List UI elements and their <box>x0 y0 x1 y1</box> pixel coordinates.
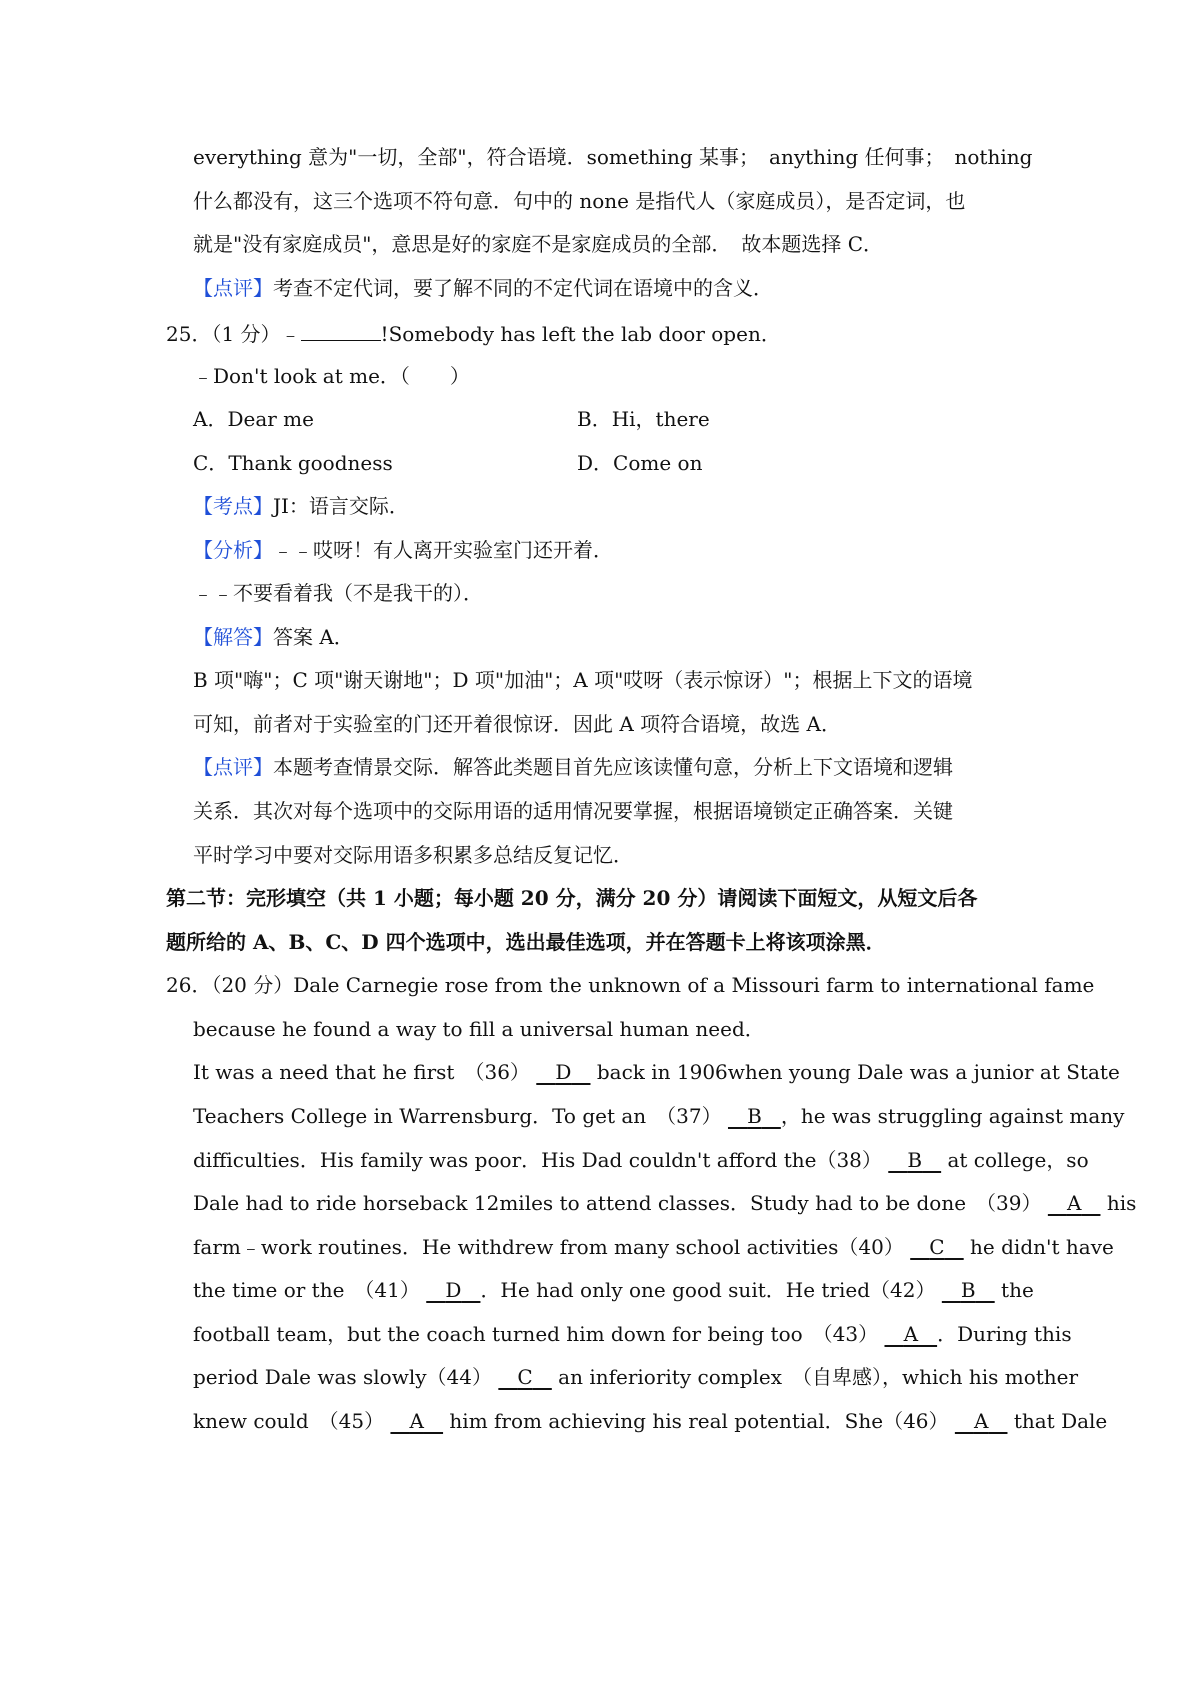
option-key: B． <box>577 407 612 431</box>
q25-option-a <box>193 405 314 433</box>
option-text: Thank goodness <box>228 451 393 475</box>
fenxi-tag: 【分析】 <box>193 538 273 562</box>
text: difficulties．His family was poor．His Dad couldn't afford the（38） <box>193 1148 882 1172</box>
q25-kaodian <box>193 492 409 520</box>
analysis-line-2: 什么都没有，这三个选项不符句意．句中的 none 是指代人（家庭成员），是否定词，也 <box>193 189 966 213</box>
q26-para-line-5 <box>193 1146 1089 1174</box>
fenxi-text: ﹣﹣哎呀！有人离开实验室门还开着． <box>273 538 613 562</box>
text: ．He had only one good suit．He tried（42） <box>480 1278 936 1302</box>
answer-38: B <box>907 1148 923 1172</box>
section2-heading-2: 题所给的 A、B、C、D 四个选项中，选出最佳选项，并在答题卡上将该项涂黑． <box>166 930 886 954</box>
jieda-text: 答案 A． <box>273 625 354 649</box>
answer-44: C <box>517 1365 533 1389</box>
q25-option-d <box>577 449 702 477</box>
text: Dale had to ride horseback 12miles to attend classes．Study had to be done （39） <box>193 1191 1042 1215</box>
answer-39: A <box>1066 1191 1082 1215</box>
q26-para-line-4 <box>193 1102 1125 1130</box>
answer-46: A <box>973 1409 989 1433</box>
q25-stem <box>166 318 781 348</box>
analysis-line-3: 就是"没有家庭成员"，意思是好的家庭不是家庭成员的全部． 故本题选择 C． <box>193 232 884 256</box>
q25-fenxi <box>193 536 613 564</box>
q26-para-line-3 <box>193 1058 1120 1086</box>
option-key: A． <box>193 407 228 431</box>
q25-dianping-2: 关系．其次对每个选项中的交际用语的适用情况要掌握，根据语境锁定正确答案．关键 <box>193 799 953 823</box>
q25-fenxi-2: ﹣﹣不要看着我（不是我干的）． <box>193 581 483 605</box>
analysis-line-1: everything 意为"一切，全部"，符合语境．something 某事； anything 任何事； nothing <box>193 145 1033 169</box>
option-text: Come on <box>613 451 703 475</box>
q26-para-line-9 <box>193 1320 1072 1348</box>
answer-40: C <box>929 1235 945 1259</box>
kaodian-tag: 【考点】 <box>193 494 273 518</box>
text: that Dale <box>1013 1409 1108 1433</box>
answer-37: B <box>747 1104 762 1128</box>
q25-option-c <box>193 449 393 477</box>
text: at college，so <box>947 1148 1089 1172</box>
text: back in 1906when young Dale was a junior at State <box>596 1060 1120 1084</box>
q25-dianping-3: 平时学习中要对交际用语多积累多总结反复记忆． <box>193 843 633 867</box>
q25-blank <box>301 318 381 341</box>
text: It was a need that he first （36） <box>193 1060 530 1084</box>
prev-comment <box>193 274 773 302</box>
option-key: D． <box>577 451 614 475</box>
text: him from achieving his real potential．She（46） <box>449 1409 949 1433</box>
answer-41: D <box>445 1278 462 1302</box>
comment-text: 考查不定代词，要了解不同的不定代词在语境中的含义． <box>273 276 773 300</box>
option-text: Dear me <box>227 407 314 431</box>
option-key: C． <box>193 451 229 475</box>
text: he didn't have <box>970 1235 1114 1259</box>
q26-line-1: 26．（20 分）Dale Carnegie rose from the unknown of a Missouri farm to international fame <box>166 973 1095 997</box>
q25-reply: ﹣Don't look at me．（ ） <box>193 364 470 388</box>
text: ，he was struggling against many <box>780 1104 1125 1128</box>
text: his <box>1106 1191 1137 1215</box>
option-text: Hi，there <box>611 407 710 431</box>
text: period Dale was slowly（44） <box>193 1365 492 1389</box>
q26-para-line-8 <box>193 1276 1034 1304</box>
q25-dianping-1 <box>193 753 953 781</box>
text: football team，but the coach turned him down for being too （43） <box>193 1322 879 1346</box>
answer-42: B <box>960 1278 976 1302</box>
dianping-text: 本题考查情景交际．解答此类题目首先应该读懂句意，分析上下文语境和逻辑 <box>273 755 953 779</box>
q26-para-line-11 <box>193 1407 1108 1435</box>
q25-explain-1: B 项"嗨"；C 项"谢天谢地"；D 项"加油"；A 项"哎呀（表示惊讶）"；根据上下文的语境 <box>193 668 973 692</box>
q25-option-b <box>577 405 710 433</box>
text: the time or the （41） <box>193 1278 420 1302</box>
answer-43: A <box>903 1322 919 1346</box>
q26-para-line-10 <box>193 1363 1079 1391</box>
text: an inferiority complex （自卑感），which his mother <box>558 1365 1079 1389</box>
text: farm﹣work routines．He withdrew from many school activities（40） <box>193 1235 904 1259</box>
comment-tag: 【点评】 <box>193 276 273 300</box>
text: Teachers College in Warrensburg．To get an （37） <box>193 1104 722 1128</box>
q25-number: 25．（1 分）﹣ <box>166 322 301 346</box>
text: knew could （45） <box>193 1409 385 1433</box>
answer-36: D <box>555 1060 572 1084</box>
q26-para-line-7 <box>193 1233 1114 1261</box>
q26-line-2: because he found a way to fill a universal human need． <box>193 1017 765 1041</box>
jieda-tag: 【解答】 <box>193 625 273 649</box>
q25-stem-text: !Somebody has left the lab door open． <box>380 322 781 346</box>
q25-jieda <box>193 623 354 651</box>
dianping-tag: 【点评】 <box>193 755 273 779</box>
q26-para-line-6 <box>193 1189 1137 1217</box>
answer-45: A <box>409 1409 424 1433</box>
section2-heading-1: 第二节：完形填空（共 1 小题；每小题 20 分，满分 20 分）请阅读下面短文，从短文后各 <box>166 886 978 910</box>
kaodian-text: JI：语言交际． <box>273 494 409 518</box>
text: the <box>1001 1278 1034 1302</box>
q25-explain-2: 可知，前者对于实验室的门还开着很惊讶．因此 A 项符合语境，故选 A． <box>193 712 841 736</box>
text: ．During this <box>937 1322 1072 1346</box>
